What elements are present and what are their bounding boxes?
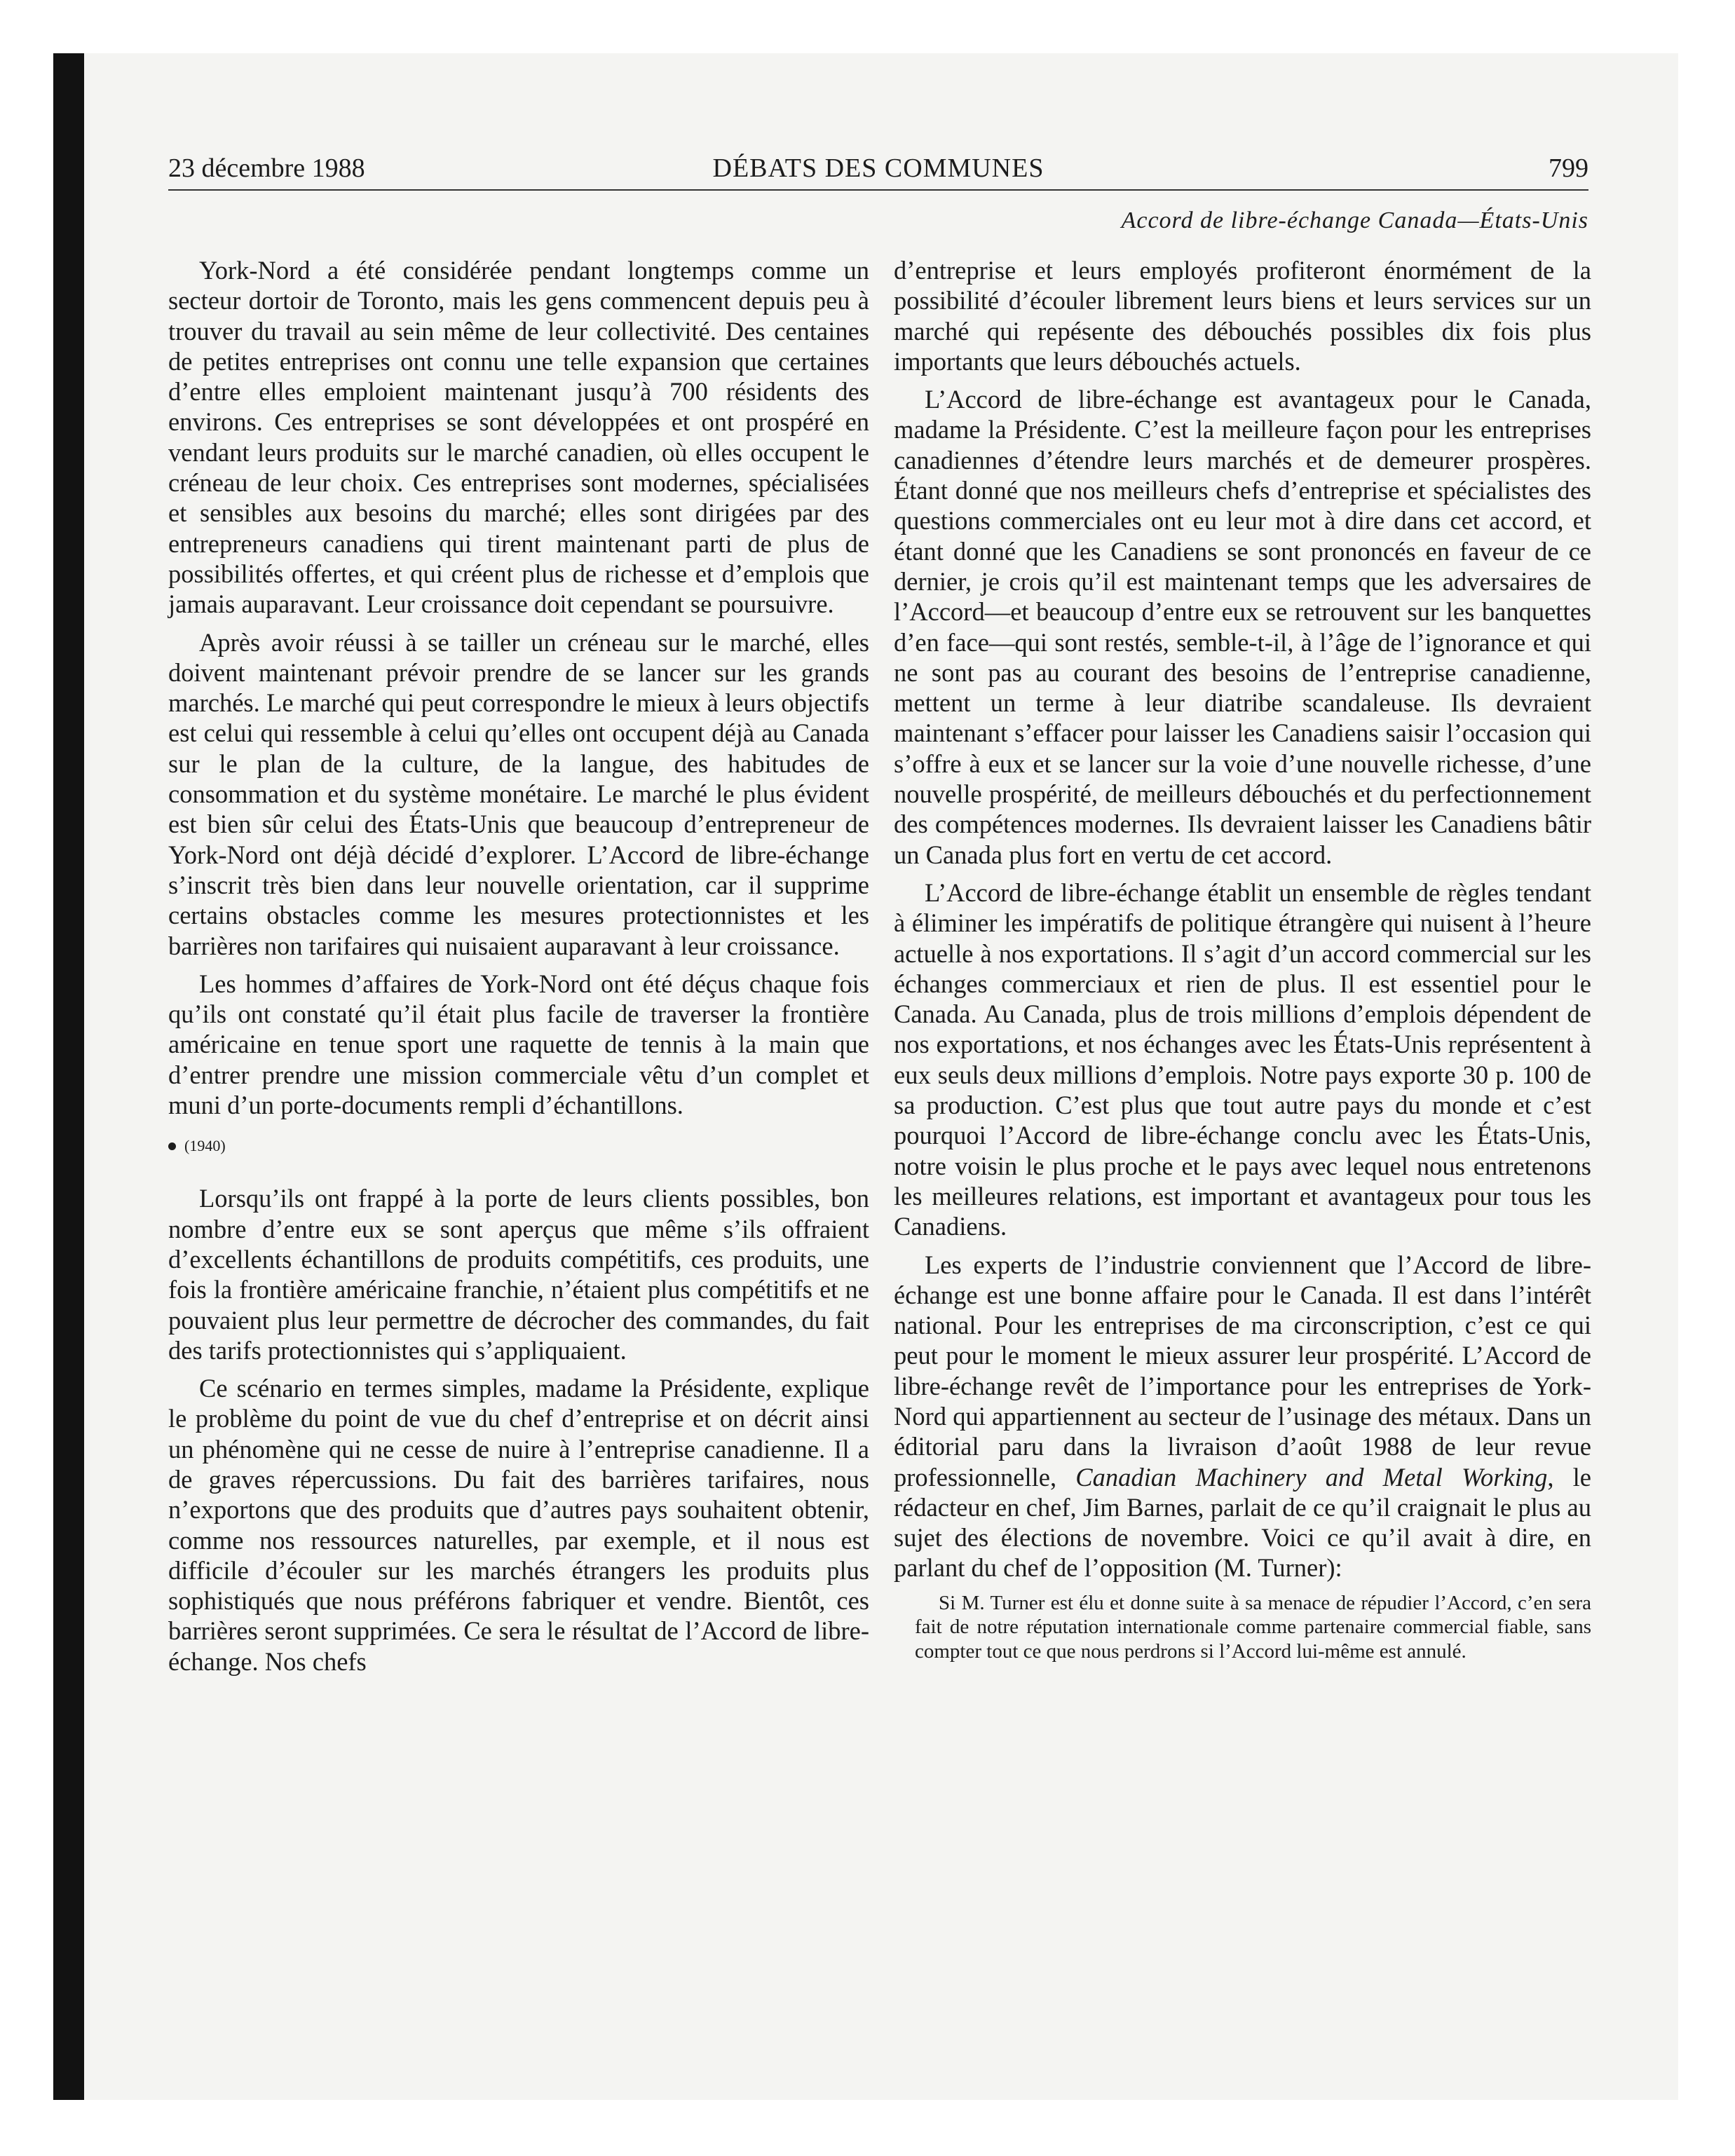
paragraph: L’Accord de libre-échange établit un ensemble de règles tendant à éliminer les impératifs de politique étrangère qui nuisent à l’heure actuelle à nos exportations. Il s’agit d’un accord commercial sur les échanges commerciaux et rien de plus. Il est essentiel pour le Canada. Au Canada, plus de trois millions d’emplois dépendent de nos exportations, et nos échanges avec les États-Unis représentent à eux seuls deux millions d’emplois. Notre pays exporte 30 p. 100 de sa production. C’est plus que tout autre pays du monde et c’est pourquoi l’Accord de libre-échange conclu avec les États-Unis, notre voisin le plus proche et le pays avec lequel nous entretenons les meilleures relations, est important et avantageux pour tous les Canadiens. bbox=[894, 878, 1591, 1241]
paragraph: Ce scénario en termes simples, madame la Présidente, explique le problème du point de vue du chef d’entreprise et on décrit ainsi un phénomène qui ne cesse de nuire à l’entreprise canadienne. Il a de graves répercussions. Du fait des barrières tarifaires, nous n’exportons que des produits que d’autres pays souhaitent obtenir, comme nos ressources naturelles, par exemple, et il nous est difficile d’écouler sur les marchés étrangers les produits plus sophistiqués que nous préférons fabriquer et vendre. Bientôt, ces barrières seront supprimées. Ce sera le résultat de l’Accord de libre-échange. Nos chefs bbox=[168, 1374, 869, 1676]
paragraph: Lorsqu’ils ont frappé à la porte de leurs clients possibles, bon nombre d’entre eux se sont aperçus que même s’ils offraient d’excellents échantillons de produits compétitifs, ces produits, une fois la frontière américaine franchie, n’étaient plus compétitifs et ne pouvaient plus leur permettre de décrocher des commandes, du fait des tarifs protectionnistes qui s’appliquaient. bbox=[168, 1184, 869, 1365]
paragraph: Après avoir réussi à se tailler un créneau sur le marché, elles doivent maintenant prévoir prendre de se lancer sur les grands marchés. Le marché qui peut correspondre le mieux à leurs objectifs est celui qui ressemble à celui qu’elles ont occupent déjà au Canada sur le plan de la culture, de la langue, des habitudes de consommation et du système monétaire. Le marché le plus évident est bien sûr celui des États-Unis que beaucoup d’entrepreneur de York-Nord ont déjà décidé d’explorer. L’Accord de libre-échange s’inscrit très bien dans leur nouvelle orientation, car il supprime certains obstacles comme les mesures protectionnistes et les barrières non tarifaires qui nuisaient auparavant à leur croissance. bbox=[168, 627, 869, 960]
time-marker bbox=[168, 1135, 869, 1157]
paragraph: Les hommes d’affaires de York-Nord ont été déçus chaque fois qu’ils ont constaté qu’il était plus facile de traverser la frontière américaine en tenue sport une raquette de tennis à la main que d’entrer prendre une mission commerciale vêtu d’un complet et muni d’un porte-documents rempli d’échantillons. bbox=[168, 969, 869, 1120]
paragraph-text: , le rédacteur en chef, Jim Barnes, parlait de ce qu’il craignait le plus au sujet des élections de novembre. Voici ce qu’il avait à dire, en parlant du chef de l’opposition (M. Turner): bbox=[894, 1462, 1591, 1583]
time-marker-text: (1940) bbox=[184, 1137, 226, 1155]
left-column bbox=[168, 255, 869, 1684]
subject-heading: Accord de libre-échange Canada—États-Unis bbox=[1121, 207, 1588, 233]
publication-title: Canadian Machinery and Metal Working bbox=[1075, 1462, 1548, 1492]
paragraph bbox=[894, 1250, 1591, 1583]
paragraph: York-Nord a été considérée pendant longtemps comme un secteur dortoir de Toronto, mais les gens commencent depuis peu à trouver du travail au sein même de leur collectivité. Des centaines de petites entreprises ont connu une telle expansion que certaines d’entre elles emploient maintenant jusqu’à 700 résidents des environs. Ces entreprises se sont développées et ont prospéré en vendant leurs produits sur le marché canadien, où elles occupent le créneau de leur choix. Ces entreprises sont modernes, spécialisées et sensibles aux besoins du marché; elles sont dirigées par des entrepreneurs canadiens qui tirent maintenant parti de plus de possibilités offertes, et qui créent plus de richesse et d’emplois que jamais auparavant. Leur croissance doit cependant se poursuivre. bbox=[168, 256, 869, 619]
header-date: 23 décembre 1988 bbox=[168, 153, 365, 183]
right-column bbox=[894, 255, 1591, 1663]
paragraph: L’Accord de libre-échange est avantageux pour le Canada, madame la Présidente. C’est la meilleure façon pour les entreprises canadiennes d’étendre leurs marchés et de demeurer prospères. Étant donné que nos meilleurs chefs d’entreprise et spécialistes des questions commerciales ont eu leur mot à dire dans cet accord, et étant donné que les Canadiens se sont prononcés en faveur de ce dernier, je crois qu’il est maintenant temps que les adversaires de l’Accord—et beaucoup d’entre eux se retrouvent sur les banquettes d’en face—qui sont restés, semble-t-il, à l’âge de l’ignorance et qui ne sont pas au courant des besoins de l’entreprise canadienne, mettent un terme à leur diatribe scandaleuse. Ils devraient maintenant s’effacer pour laisser les Canadiens saisir l’occasion qui s’offre à eux et se lancer sur la voie d’une nouvelle richesse, d’une nouvelle prospérité, de meilleurs débouchés et du perfectionnement des compétences modernes. Ils devraient laisser les Canadiens bâtir un Canada plus fort en vertu de cet accord. bbox=[894, 385, 1591, 869]
paragraph-text: Les experts de l’industrie conviennent que l’Accord de libre-échange est une bonne affaire pour le Canada. Il est dans l’intérêt national. Pour les entreprises de ma circonscription, c’est ce qui peut pour le moment le mieux assurer leur prospérité. L’Accord de libre-échange revêt de l’importance pour les entreprises de York-Nord qui appartiennent au secteur de l’usinage des métaux. Dans un éditorial paru dans la livraison d’août 1988 de leur revue professionnelle, bbox=[894, 1250, 1591, 1492]
paragraph: d’entreprise et leurs employés profiteront énormément de la possibilité d’écouler librement leurs biens et leurs services sur un marché qui repésente des débouchés possibles dix fois plus importants que leurs débouchés actuels. bbox=[894, 256, 1591, 376]
header-title: DÉBATS DES COMMUNES bbox=[712, 153, 1045, 183]
scan-binding-edge bbox=[53, 53, 84, 2100]
header-rule bbox=[168, 189, 1588, 191]
block-quote bbox=[915, 1591, 1591, 1664]
page-number: 799 bbox=[1549, 153, 1588, 183]
running-header bbox=[168, 153, 1588, 195]
bullet-icon bbox=[168, 1142, 176, 1150]
quote-text: Si M. Turner est élu et donne suite à sa menace de répudier l’Accord, c’en sera fait de notre réputation internationale comme partenaire commercial fiable, sans compter tout ce que nous perdrons si l’Accord lui-même est annulé. bbox=[915, 1591, 1591, 1663]
